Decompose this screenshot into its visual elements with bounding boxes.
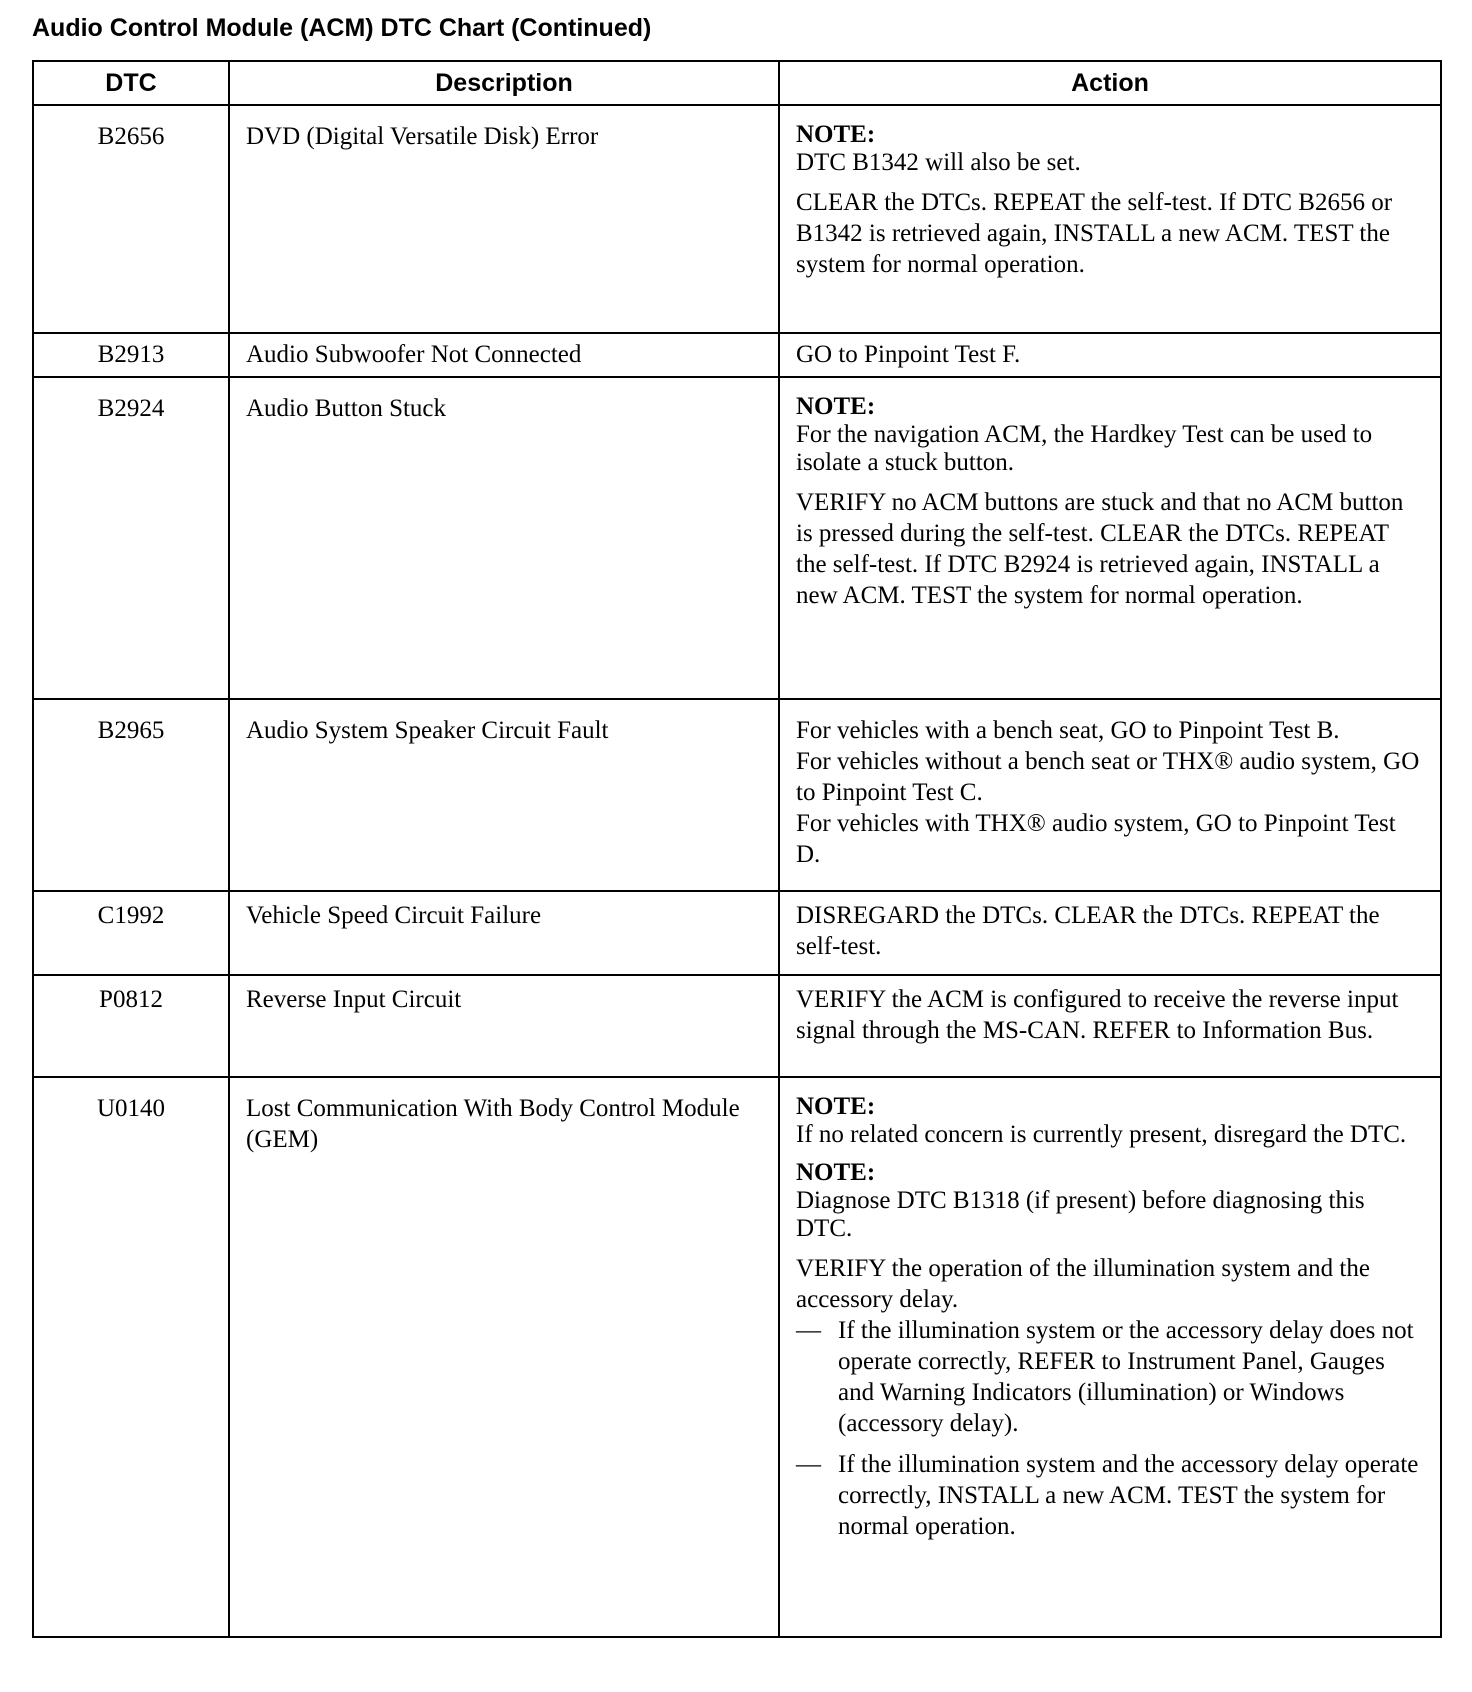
- dtc-description: Audio Button Stuck: [229, 377, 779, 699]
- dtc-description: Audio Subwoofer Not Connected: [229, 333, 779, 377]
- dtc-code: U0140: [33, 1077, 229, 1637]
- table-row: [33, 333, 1441, 377]
- table-row: [33, 105, 1441, 333]
- note-label: NOTE:: [796, 1159, 876, 1186]
- header-action: Action: [779, 61, 1441, 105]
- dtc-code: B2656: [33, 105, 229, 333]
- dtc-action: VERIFY the ACM is configured to receive the reverse input signal through the MS-CAN. REFER to Information Bus.: [779, 975, 1441, 1077]
- dtc-action: [779, 1077, 1441, 1637]
- dtc-description: Audio System Speaker Circuit Fault: [229, 699, 779, 891]
- dash-item-text: If the illumination system and the accessory delay operate correctly, INSTALL a new ACM. TEST the system for normal operation.: [838, 1451, 1419, 1540]
- note-block: [796, 1159, 1424, 1243]
- action-text: CLEAR the DTCs. REPEAT the self-test. If DTC B2656 or B1342 is retrieved again, INSTALL a new ACM. TEST the system for normal operation.: [796, 189, 1393, 278]
- dash-list-item: [796, 1449, 1424, 1542]
- action-line: For vehicles with a bench seat, GO to Pinpoint Test B.: [796, 717, 1340, 744]
- dash-marker: —: [796, 1317, 821, 1344]
- page-title: Audio Control Module (ACM) DTC Chart (Continued): [32, 14, 652, 42]
- note-label: NOTE:: [796, 121, 876, 148]
- dtc-action: [779, 699, 1441, 891]
- dtc-description: Reverse Input Circuit: [229, 975, 779, 1077]
- action-line: For vehicles without a bench seat or THX® audio system, GO to Pinpoint Test C.: [796, 748, 1420, 806]
- note-block: [796, 393, 1424, 477]
- table-row: [33, 891, 1441, 975]
- dash-item-text: If the illumination system or the accessory delay does not operate correctly, REFER to Instrument Panel, Gauges and Warning Indicators (illumination) or Windows (accessory delay).: [838, 1317, 1414, 1437]
- note-block: [796, 121, 1424, 177]
- note-block: [796, 1093, 1424, 1149]
- header-dtc: DTC: [33, 61, 229, 105]
- table-row: [33, 975, 1441, 1077]
- dtc-description: DVD (Digital Versatile Disk) Error: [229, 105, 779, 333]
- action-text: VERIFY no ACM buttons are stuck and that no ACM button is pressed during the self-test. CLEAR the DTCs. REPEAT the self-test. If DTC B2924 is retrieved again, INSTALL a new ACM. TEST the system for normal operation.: [796, 489, 1404, 609]
- table-row: [33, 699, 1441, 891]
- table-row: [33, 377, 1441, 699]
- table-row: [33, 1077, 1441, 1637]
- dtc-chart-table: [32, 60, 1442, 1638]
- table-header-row: [33, 61, 1441, 105]
- dtc-code: B2913: [33, 333, 229, 377]
- dtc-code: P0812: [33, 975, 229, 1077]
- note-label: NOTE:: [796, 1093, 876, 1120]
- action-line: For vehicles with THX® audio system, GO to Pinpoint Test D.: [796, 810, 1396, 868]
- dash-marker: —: [796, 1451, 821, 1478]
- action-text: VERIFY the operation of the illumination system and the accessory delay.: [796, 1255, 1370, 1313]
- dtc-action: [779, 105, 1441, 333]
- dtc-action: [779, 377, 1441, 699]
- note-text: If no related concern is currently present, disregard the DTC.: [796, 1121, 1407, 1148]
- dtc-action: GO to Pinpoint Test F.: [779, 333, 1441, 377]
- dtc-description: Vehicle Speed Circuit Failure: [229, 891, 779, 975]
- dtc-code: B2965: [33, 699, 229, 891]
- note-text: DTC B1342 will also be set.: [796, 149, 1081, 176]
- note-label: NOTE:: [796, 393, 876, 420]
- dtc-code: C1992: [33, 891, 229, 975]
- dtc-action: DISREGARD the DTCs. CLEAR the DTCs. REPEAT the self-test.: [779, 891, 1441, 975]
- header-description: Description: [229, 61, 779, 105]
- note-text: Diagnose DTC B1318 (if present) before diagnosing this DTC.: [796, 1187, 1365, 1242]
- dtc-code: B2924: [33, 377, 229, 699]
- dtc-description: Lost Communication With Body Control Module (GEM): [229, 1077, 779, 1637]
- dash-list-item: [796, 1315, 1424, 1439]
- note-text: For the navigation ACM, the Hardkey Test can be used to isolate a stuck button.: [796, 421, 1373, 476]
